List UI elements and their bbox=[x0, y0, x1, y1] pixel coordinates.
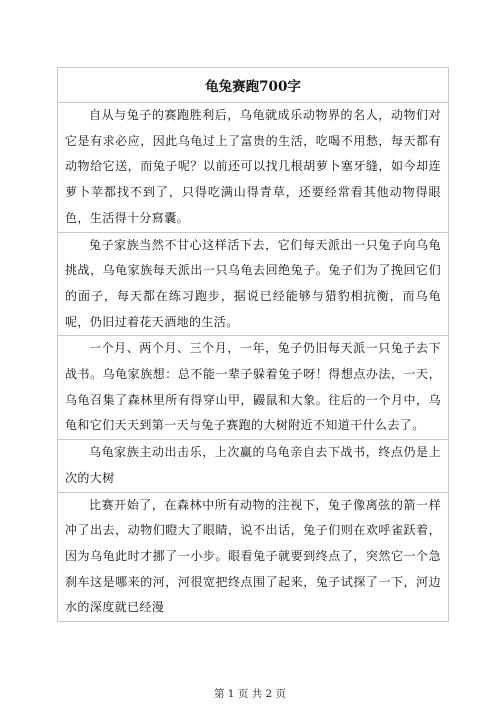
paragraph-text: 自从与兔子的赛跑胜利后，乌龟就成乐动物界的名人，动物们对它是有求必应，因此乌龟过上了富贵的生活，吃喝不用愁，每天都有动物给它送，而兔子呢？以前还可以找几根胡萝卜塞牙缝，如今却连萝卜苹都找不到了，只得吃满山得青草，还要经常看其他动物得眼色，生活得十分寫囊。 bbox=[65, 108, 441, 225]
page-number: 第 1 页 共 2 页 bbox=[213, 688, 287, 700]
paragraph-cell bbox=[58, 493, 448, 622]
paragraph-text: 乌龟家族主动出击乐，上次赢的乌龟亲自去下战书，终点仍是上次的大树 bbox=[65, 445, 441, 485]
paragraph-cell bbox=[58, 336, 448, 440]
paragraph-cell bbox=[58, 440, 448, 492]
paragraph-cell bbox=[58, 233, 448, 337]
document-table bbox=[57, 67, 449, 622]
paragraph-cell bbox=[58, 103, 448, 233]
document-title: 龟兔赛跑700字 bbox=[58, 68, 448, 103]
paragraph-text: 比赛开始了，在森林中所有动物的注视下，兔子像离弦的箭一样冲了出去，动物们瞪大了眼睛，说不出话，兔子们则在欢呼雀跃着，因为乌龟此时才挪了一小步。眼看兔子就要到终点了，突然它一个急刹车这是哪来的河，河很宽把终点围了起来，兔子试探了一下，河边水的深度就已经漫 bbox=[65, 497, 441, 615]
paragraph-text: 一个月、两个月、三个月，一年，兔子仍旧每天派一只兔子去下战书。乌龟家族想：总不能一辈子躲着兔子呀！得想点办法，一天，乌龟召集了森林里所有得穿山甲，鼹鼠和大象。往后的一个月中，乌龟和它们天天到第一天与兔子赛跑的大树附近不知道干什么去了。 bbox=[65, 341, 441, 433]
paragraph-text: 兔子家族当然不甘心这样活下去，它们每天派出一只兔子向乌龟挑战，乌龟家族每天派出一只乌龟去回绝兔子。兔子们为了挽回它们的面子，每天都在练习跑步，据说已经能够与猎豹相抗衡，而乌龟呢，仍旧过着花天酒地的生活。 bbox=[65, 237, 441, 329]
